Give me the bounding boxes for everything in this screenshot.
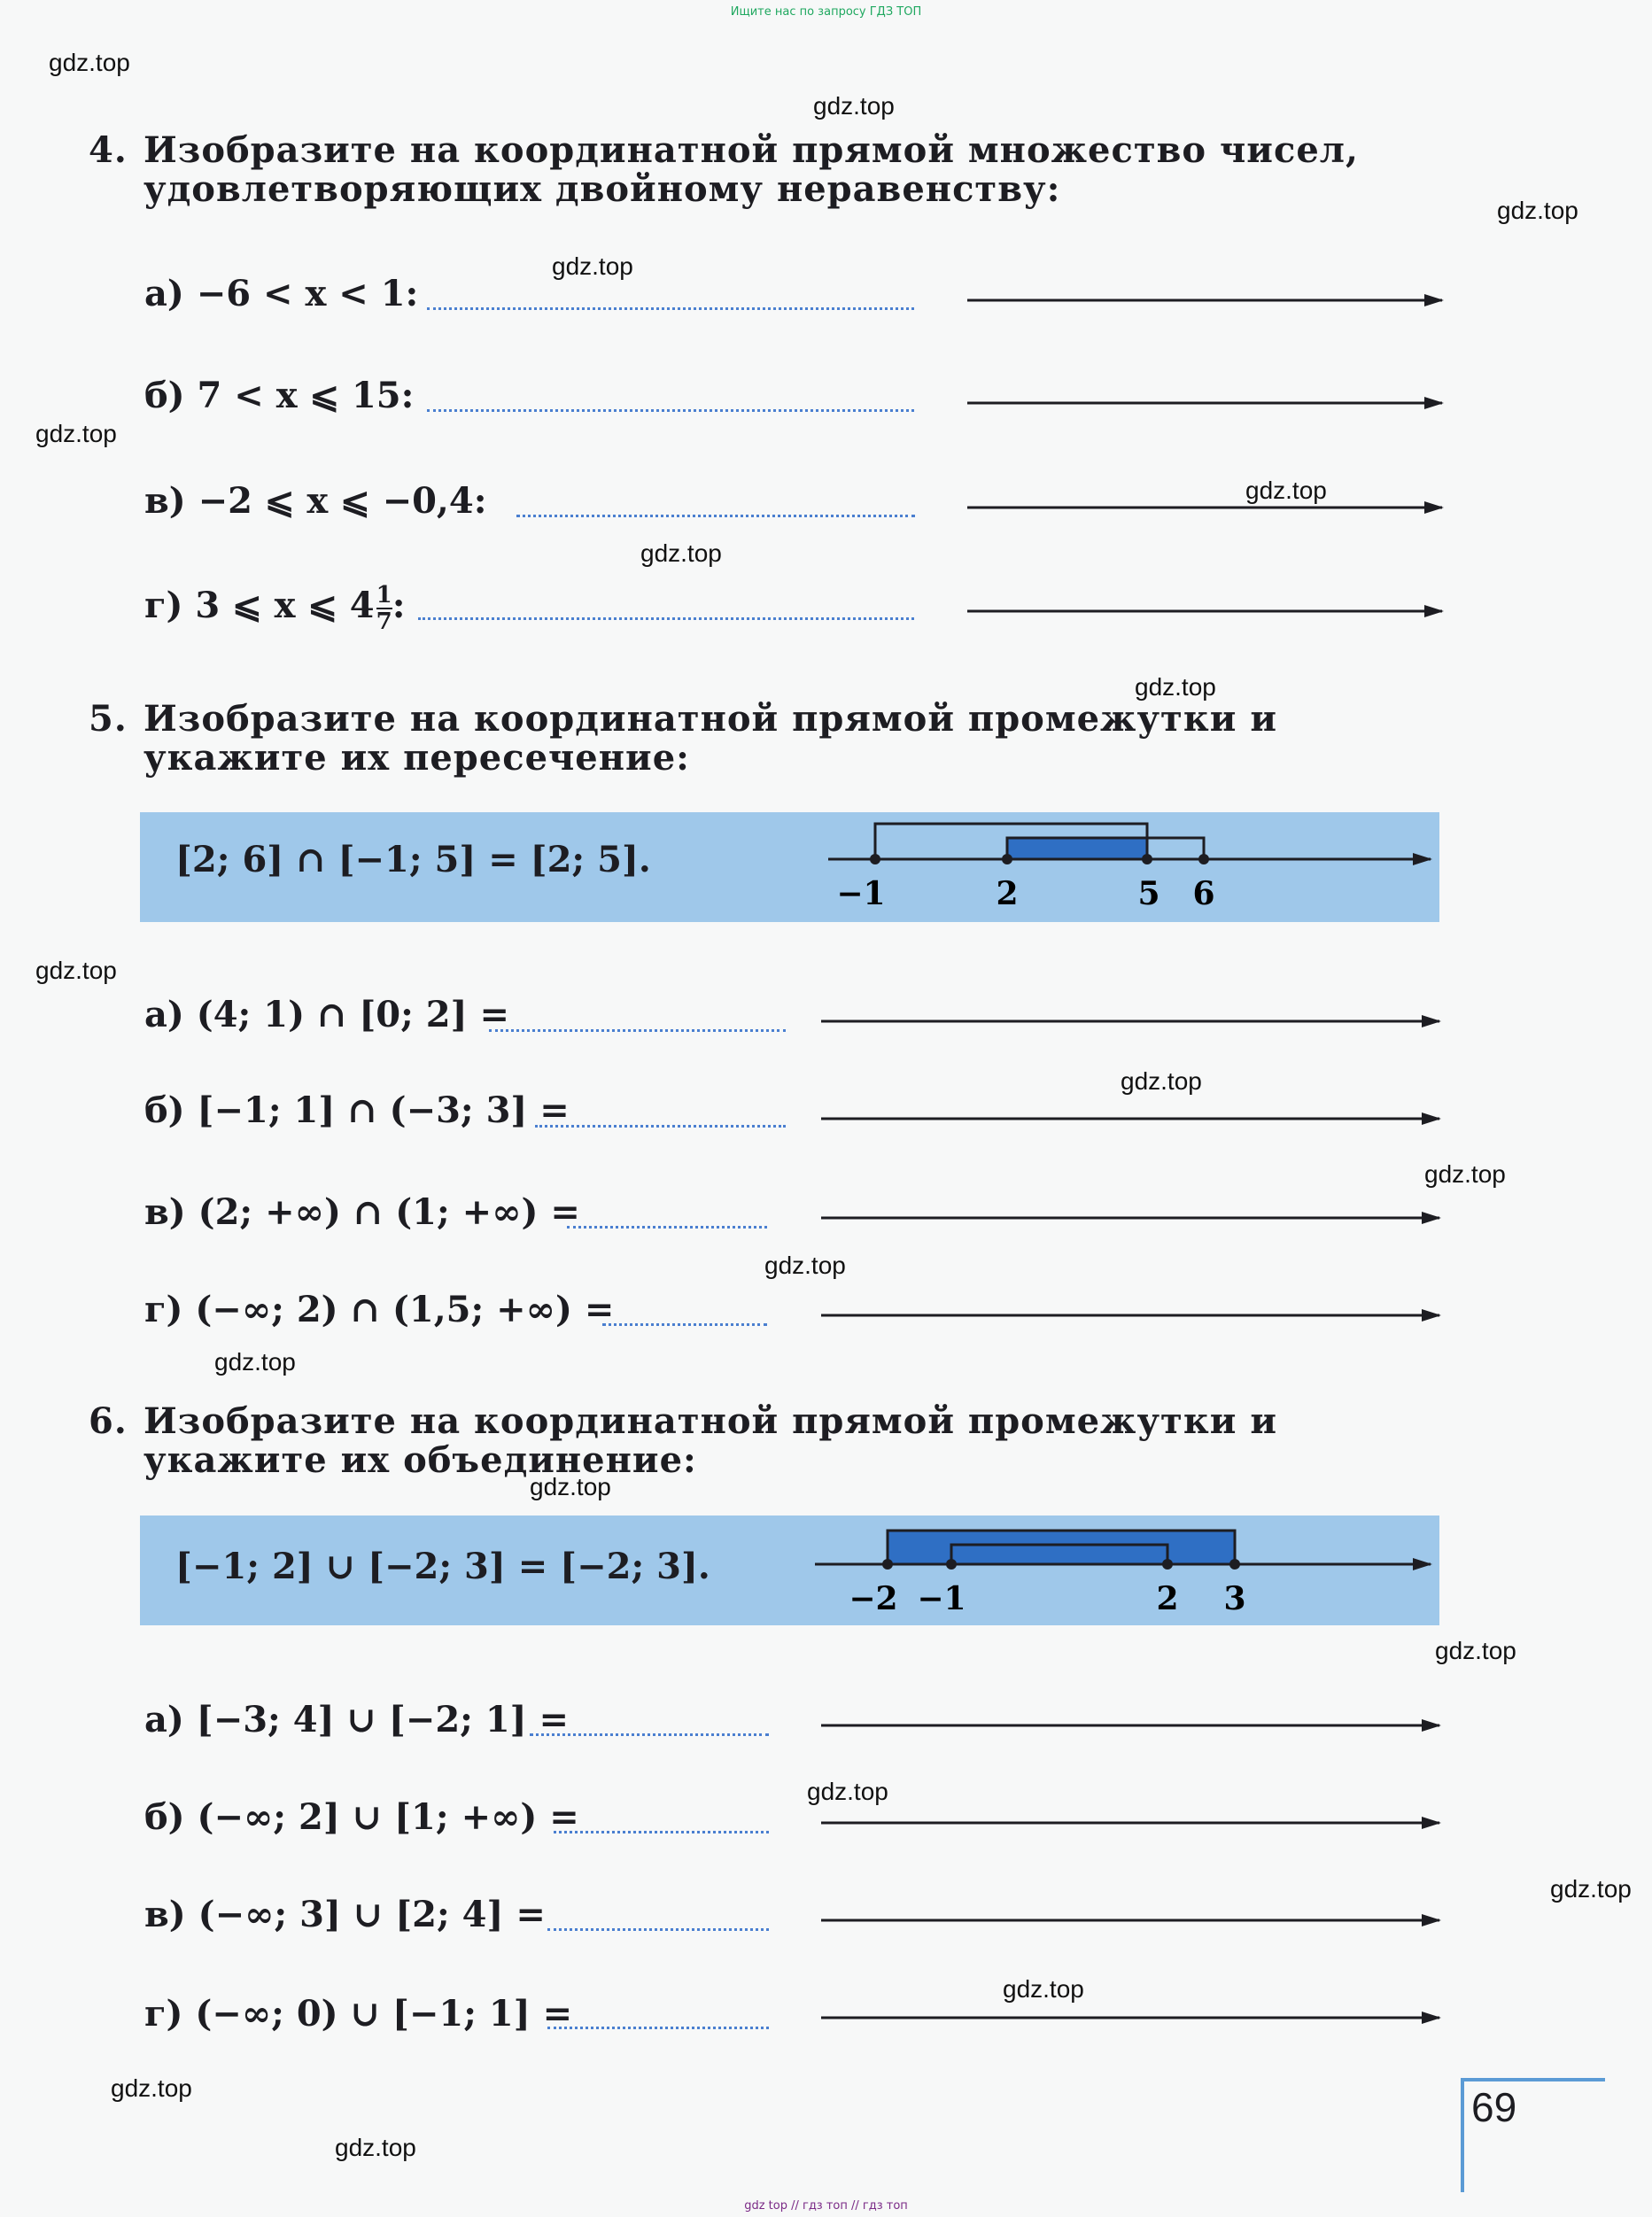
watermark: gdz.top bbox=[807, 1778, 888, 1805]
watermark: gdz.top bbox=[35, 957, 117, 984]
watermark: gdz.top bbox=[640, 539, 722, 567]
item-label: б) bbox=[144, 1796, 185, 1838]
item-expression: [−1; 1] ∩ (−3; 3] = bbox=[197, 1089, 570, 1131]
watermark: gdz.top bbox=[35, 420, 117, 447]
item-expression: 3 ⩽ x ⩽ 4 bbox=[195, 585, 375, 626]
example-number-line-intersection bbox=[828, 824, 1431, 912]
watermark: gdz.top bbox=[1121, 1067, 1202, 1095]
fraction-numerator: 1 bbox=[376, 582, 392, 609]
watermark: gdz.top bbox=[764, 1252, 846, 1279]
watermark: gdz.top bbox=[1424, 1160, 1506, 1188]
watermark: gdz.top bbox=[1245, 477, 1327, 504]
item-expression: −6 < x < 1: bbox=[196, 273, 419, 314]
watermark: gdz.top bbox=[1435, 1637, 1516, 1664]
watermark: gdz.top bbox=[214, 1348, 296, 1376]
item-expression: −2 ⩽ x ⩽ −0,4: bbox=[198, 480, 487, 522]
item-label: в) bbox=[144, 1894, 186, 1935]
watermark: gdz.top bbox=[813, 92, 895, 120]
bottom-banner: gdz top // гдз топ // гдз топ bbox=[744, 2199, 908, 2213]
union-fill bbox=[888, 1531, 1235, 1564]
item-expression: (2; +∞) ∩ (1; +∞) = bbox=[198, 1191, 580, 1233]
task-text: Изобразите на координатной прямой промежутки и укажите их объединение: bbox=[143, 1400, 1277, 1481]
point bbox=[946, 1559, 957, 1570]
example-statement: [2; 6] ∩ [−1; 5] = [2; 5]. bbox=[175, 839, 651, 880]
point bbox=[1198, 854, 1209, 864]
item-expression: (−∞; 2] ∪ [1; +∞) = bbox=[197, 1796, 579, 1838]
watermark: gdz.top bbox=[1550, 1875, 1632, 1903]
item-expression: (−∞; 2) ∩ (1,5; +∞) = bbox=[195, 1289, 615, 1330]
watermark: gdz.top bbox=[1135, 673, 1216, 701]
tick-label: 2 bbox=[996, 875, 1019, 912]
point bbox=[1142, 854, 1152, 864]
tick-label: −1 bbox=[917, 1580, 966, 1617]
watermark: gdz.top bbox=[1003, 1975, 1084, 2003]
tick-label: −2 bbox=[849, 1580, 898, 1617]
item-label: г) bbox=[144, 1993, 183, 2035]
task-text: Изобразите на координатной прямой множество чисел, удовлетворяющих двойному неравенству: bbox=[143, 129, 1359, 210]
watermark: gdz.top bbox=[530, 1473, 611, 1500]
item-expression: (−∞; 0) ∪ [−1; 1] = bbox=[195, 1993, 573, 2035]
item-label: а) bbox=[144, 1699, 184, 1740]
tick-label: −1 bbox=[836, 875, 886, 912]
point bbox=[870, 854, 880, 864]
tick-label: 2 bbox=[1156, 1580, 1179, 1617]
task-number: 5. bbox=[89, 698, 128, 740]
task-number: 4. bbox=[89, 129, 128, 171]
point bbox=[882, 1559, 893, 1570]
item-label: а) bbox=[144, 273, 184, 314]
item-suffix: : bbox=[392, 585, 406, 626]
item-expression: (4; 1) ∩ [0; 2] = bbox=[196, 994, 510, 1035]
item-expression: (−∞; 3] ∪ [2; 4] = bbox=[198, 1894, 546, 1935]
item-expression: [−3; 4] ∪ [−2; 1] = bbox=[196, 1699, 570, 1740]
intersection-fill bbox=[1007, 837, 1147, 860]
point bbox=[1162, 1559, 1173, 1570]
top-banner: Ищите нас по запросу ГДЗ ТОП bbox=[730, 5, 922, 19]
item-label: г) bbox=[144, 1289, 183, 1330]
watermark: gdz.top bbox=[1497, 197, 1578, 224]
item-label: а) bbox=[144, 994, 184, 1035]
item-expression: 7 < x ⩽ 15: bbox=[197, 375, 415, 416]
item-label: б) bbox=[144, 1089, 185, 1131]
example-statement: [−1; 2] ∪ [−2; 3] = [−2; 3]. bbox=[175, 1546, 710, 1587]
page-number: 69 bbox=[1471, 2084, 1517, 2130]
watermark: gdz.top bbox=[335, 2134, 416, 2161]
watermark: gdz.top bbox=[552, 252, 633, 280]
task-number: 6. bbox=[89, 1400, 128, 1442]
task-text: Изобразите на координатной прямой промежутки и укажите их пересечение: bbox=[143, 698, 1277, 779]
item-label: в) bbox=[144, 480, 186, 522]
point bbox=[1229, 1559, 1240, 1570]
point bbox=[1002, 854, 1012, 864]
watermark: gdz.top bbox=[111, 2074, 192, 2102]
tick-label: 5 bbox=[1137, 875, 1160, 912]
example-number-line-union bbox=[815, 1531, 1431, 1617]
tick-label: 3 bbox=[1223, 1580, 1246, 1617]
tick-label: 6 bbox=[1192, 875, 1215, 912]
item-label: г) bbox=[144, 585, 183, 626]
watermark: gdz.top bbox=[49, 49, 130, 76]
item-label: б) bbox=[144, 375, 185, 416]
fraction-denominator: 7 bbox=[376, 609, 392, 635]
item-label: в) bbox=[144, 1191, 186, 1233]
